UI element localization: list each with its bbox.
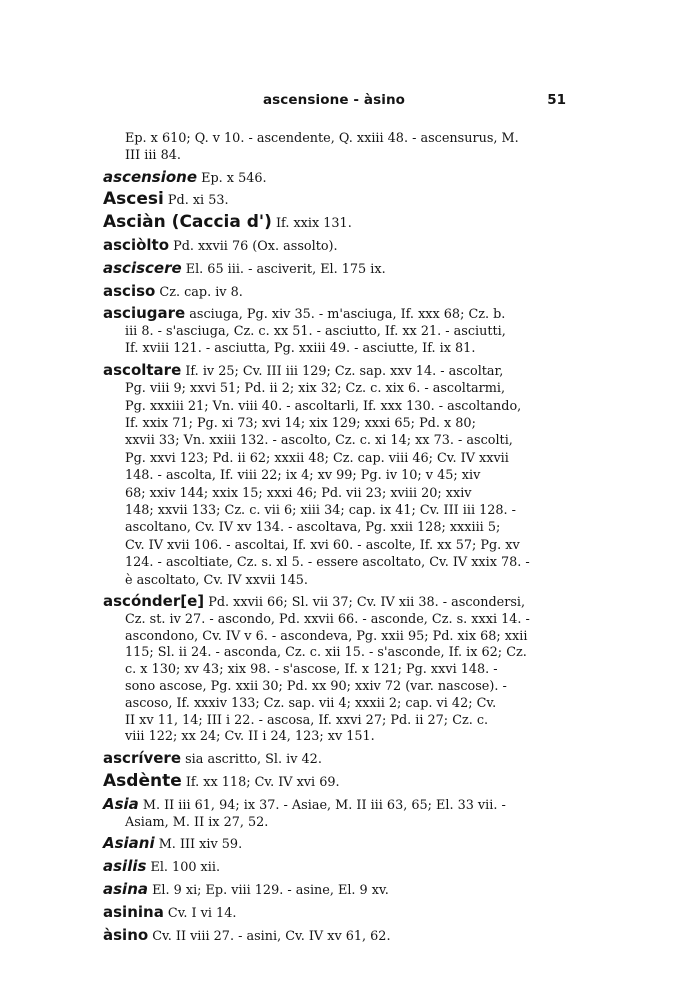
headword: asciscere bbox=[103, 258, 182, 277]
entry-text: Pd. xi 53. bbox=[167, 193, 229, 209]
entry-ascesi bbox=[103, 191, 563, 210]
headword: Asciàn (Caccia d') bbox=[103, 212, 272, 233]
headword: asciugare bbox=[103, 304, 186, 323]
entry-text: El. 9 xi; Ep. viii 129. - asine, El. 9 xv. bbox=[152, 883, 389, 898]
entry-asconder bbox=[103, 593, 563, 746]
headword: Asdènte bbox=[103, 771, 182, 792]
entry-text: sia ascritto, Sl. iv 42. bbox=[185, 752, 322, 768]
entry-ascoltare bbox=[103, 362, 563, 589]
entry-asciugare bbox=[103, 305, 563, 357]
entry-text: Cv. I vi 14. bbox=[167, 905, 237, 921]
headword: ascónder[e] bbox=[103, 592, 205, 611]
entry-asilis bbox=[103, 858, 563, 877]
entry-ascian bbox=[103, 214, 563, 233]
headword: asilis bbox=[103, 857, 147, 876]
entry-asinina bbox=[103, 904, 563, 923]
headword: Ascesi bbox=[103, 189, 164, 210]
headword: asina bbox=[103, 880, 148, 898]
entry-text: Cz. cap. iv 8. bbox=[159, 284, 243, 300]
headword: asciòlto bbox=[103, 235, 170, 254]
headword: asciso bbox=[103, 281, 156, 300]
page-header bbox=[102, 92, 566, 110]
headword: asinina bbox=[103, 902, 164, 921]
headword: Asiani bbox=[103, 834, 155, 853]
entry-ascensione bbox=[103, 169, 563, 188]
page-number: 51 bbox=[547, 92, 566, 108]
entry-asdente bbox=[103, 773, 563, 792]
entry-asino bbox=[103, 927, 563, 946]
entry-text: Ep. x 610; Q. v 10. - ascendente, Q. xxiii 48. - ascensurus, M. III iii 84. bbox=[125, 131, 519, 163]
entry-text: El. 100 xii. bbox=[150, 860, 221, 876]
headword: àsino bbox=[103, 925, 149, 944]
entry-continuation bbox=[103, 131, 563, 165]
headword: ascensione bbox=[103, 167, 198, 186]
headword: ascrívere bbox=[103, 749, 182, 768]
entry-text: M. III xiv 59. bbox=[158, 837, 243, 853]
entry-text: If. xxix 131. bbox=[275, 216, 352, 232]
entry-asiani bbox=[103, 835, 563, 854]
entry-text: Cv. II viii 27. - asini, Cv. IV xv 61, 62. bbox=[152, 928, 391, 944]
entry-text: If. iv 25; Cv. III iii 129; Cz. sap. xxv 14. - ascoltar, Pg. viii 9; xxvi 51; Pd. ii 2; xix 32; Cz. c. xix 6. - ascoltarmi, Pg. xxxiii 21; Vn. viii 40. - ascoltarli, If. xxx 130. - ascoltando, If. xxix 71; Pg. xi 73; xvi 14; xix 129; xxxi 65; Pd. x 80; xxvii 33; Vn. xxiii 132. - ascolto, Cz. c. xi 14; xx 73. - ascolti, Pg. xxvi 123; Pd. ii 62; xxxii 48; Cz. cap. viii 46; Cv. IV xxvii 148. - ascolta, If. viii 22; ix 4; xv 99; Pg. iv 10; v 45; xiv 68; xxiv 144; xxix 15; xxxi 46; Pd. vii 23; xviii 20; xxiv 148; xxvii 133; Cz. c. vii 6; xiii 34; cap. ix 41; Cv. III iii 128. - ascoltano, Cv. IV xv 134. - ascoltava, Pg. xxii 128; xxxiii 5; Cv. IV xvii 106. - ascoltai, If. xvi 60. - ascolte, If. xx 57; Pg. xv 124. - ascoltiate, Cz. s. xl 5. - essere ascoltato, Cv. IV xxix 78. - è ascoltato, Cv. IV xxvii 145. bbox=[125, 363, 530, 588]
entry-asia bbox=[103, 796, 563, 832]
entry-text: Pd. xxvii 76 (Ox. assolto). bbox=[173, 238, 338, 254]
entry-text: Ep. x 546. bbox=[201, 170, 267, 186]
entry-text: asciuga, Pg. xiv 35. - m'asciuga, If. xxx 68; Cz. b. iii 8. - s'asciuga, Cz. c. xx 51. - asciutto, If. xx 21. - asciutti, If. xviii 121. - asciutta, Pg. xxiii 49. - asciutte, If. ix 81. bbox=[125, 307, 506, 356]
entry-ascrivere bbox=[103, 750, 563, 769]
entry-asciolto bbox=[103, 237, 563, 256]
entry-text: Pd. xxvii 66; Sl. vii 37; Cv. IV xii 38. - ascondersi, Cz. st. iv 27. - ascondo, Pd. xxvii 66. - asconde, Cz. s. xxxi 14. - ascondono, Cv. IV v 6. - ascondeva, Pg. xxii 95; Pd. xix 68; xxii 115; Sl. ii 24. - asconda, Cz. c. xii 15. - s'asconde, If. ix 62; Cz. c. x 130; xv 43; xix 98. - s'ascose, If. x 121; Pg. xxvi 148. - sono ascose, Pg. xxii 30; Pd. xx 90; xxiv 72 (var. nascose). - ascoso, If. xxxiv 133; Cz. sap. vii 4; xxxii 2; cap. vi 42; Cv. II xv 11, 14; III i 22. - ascosa, If. xxvi 27; Pd. ii 27; Cz. c. viii 122; xx 24; Cv. II i 24, 123; xv 151. bbox=[125, 595, 530, 745]
entry-list bbox=[103, 131, 563, 949]
entry-text: If. xx 118; Cv. IV xvi 69. bbox=[185, 775, 340, 791]
headword: ascoltare bbox=[103, 360, 182, 379]
entry-asina bbox=[103, 881, 563, 900]
entry-asciso bbox=[103, 283, 563, 302]
entry-text: M. II iii 61, 94; ix 37. - Asiae, M. II iii 63, 65; El. 33 vii. - Asiam, M. II ix 27, 52. bbox=[125, 797, 506, 830]
headword: Asia bbox=[103, 794, 139, 813]
running-head: ascensione - àsino bbox=[262, 92, 406, 108]
entry-asciscere bbox=[103, 260, 563, 279]
entry-text: El. 65 iii. - asciverit, El. 175 ix. bbox=[185, 261, 386, 277]
